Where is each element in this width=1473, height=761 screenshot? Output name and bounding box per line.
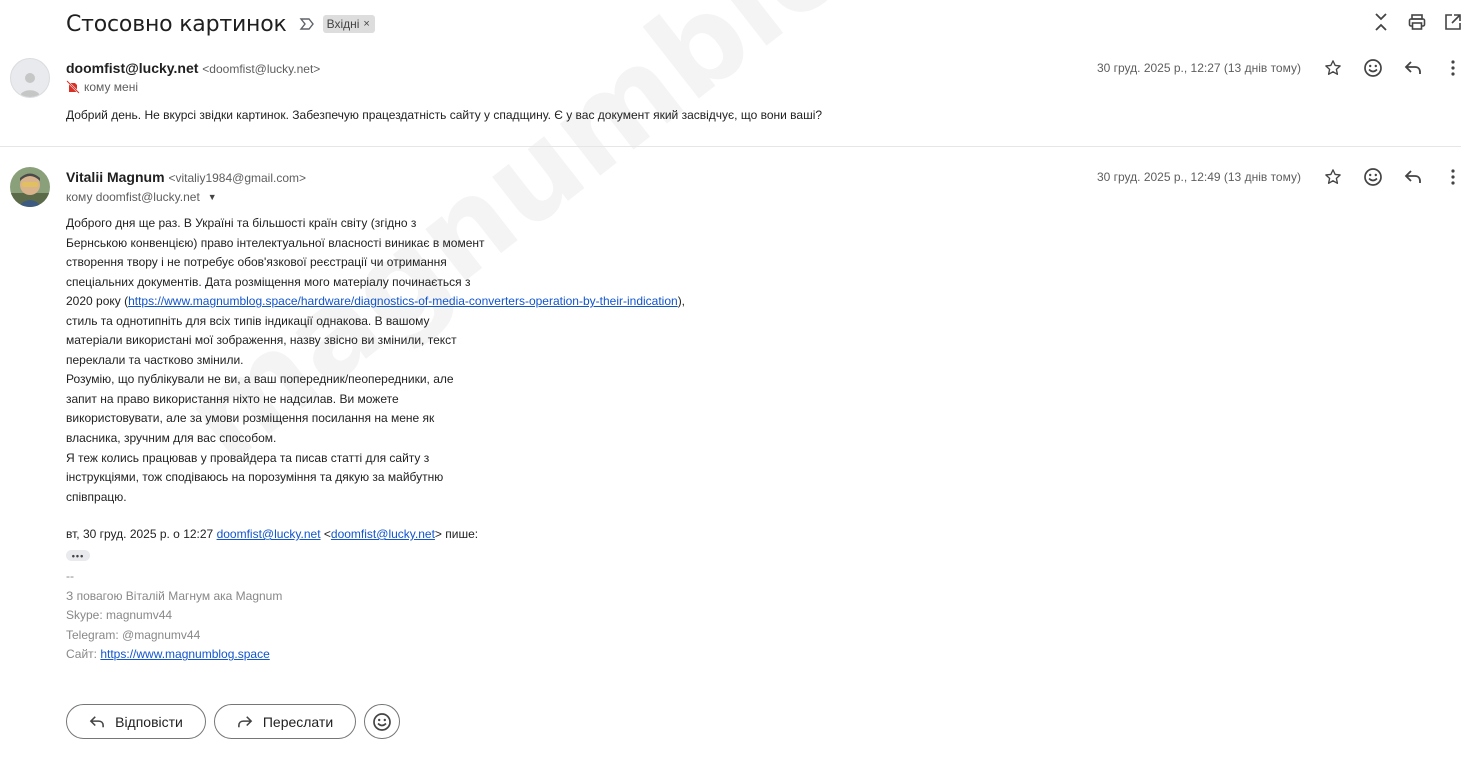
forward-icon [237, 715, 253, 729]
signature [66, 567, 282, 665]
show-trimmed-content-button[interactable]: ••• [66, 550, 90, 561]
emoji-icon [372, 712, 392, 732]
article-link[interactable]: https://www.magnumblog.space/hardware/diagnostics-of-media-converters-operation-by-their-indication [128, 294, 678, 309]
chevron-down-icon[interactable]: ▼ [207, 192, 217, 202]
body-line: створення твору і не потребує обов'язкової реєстрації чи отримання [66, 255, 447, 270]
quote-email-link[interactable]: doomfist@lucky.net [216, 527, 321, 541]
body-line: переклали та частково змінили. [66, 352, 244, 367]
label-chip-text: Вхідні [326, 17, 360, 31]
star-icon[interactable] [1323, 167, 1343, 187]
message-date: 30 груд. 2025 р., 12:27 (13 днів тому) [1096, 61, 1301, 75]
quote-prefix: вт, 30 груд. 2025 р. о 12:27 [66, 527, 217, 541]
sender-email: <vitaliy1984@gmail.com> [168, 171, 307, 185]
reply-button-label: Відповісти [115, 713, 183, 730]
body-line: Доброго дня ще раз. В Україні та більшості країн світу (згідно з [66, 216, 417, 230]
quote-header [66, 527, 478, 541]
sender [66, 60, 320, 76]
sender-email: <doomfist@lucky.net> [202, 62, 321, 76]
body-line: Я теж колись працював у провайдера та писав статті для сайту з [66, 450, 430, 465]
star-icon[interactable] [1323, 58, 1343, 78]
signature-site-link[interactable]: https://www.magnumblog.space [100, 647, 270, 662]
body-text: ), [677, 294, 686, 309]
avatar [10, 58, 50, 98]
signature-line: Telegram: @magnumv44 [66, 627, 201, 642]
forward-button-label: Переслати [262, 713, 334, 730]
message-collapsed[interactable] [0, 0, 1473, 146]
body-line: використовувати, але за умови розміщення посилання на мене як [66, 411, 435, 426]
recipient-line[interactable] [66, 190, 217, 204]
reply-button[interactable] [66, 704, 206, 739]
body-line [66, 292, 685, 312]
emoji-reaction-button[interactable] [364, 704, 400, 739]
message-snippet: Добрий день. Не вкурсі звідки картинок. Забезпечую працездатність сайту у спадщину. Є у вас документ який засвідчує, що вони ваші? [66, 108, 823, 122]
quote-suffix: > пише: [434, 527, 479, 541]
sender-name[interactable]: doomfist@lucky.net [66, 60, 199, 76]
signature-line: Skype: magnumv44 [66, 608, 173, 623]
signature-site-label: Сайт: [66, 647, 101, 662]
remove-label-icon[interactable]: × [363, 18, 370, 30]
signature-line [66, 645, 282, 665]
reply-icon[interactable] [1403, 167, 1423, 187]
avatar [10, 167, 50, 207]
person-icon [15, 67, 45, 97]
sender [66, 169, 306, 185]
recipient-line[interactable] [66, 80, 138, 94]
quote-email-link[interactable]: doomfist@lucky.net [330, 527, 435, 541]
message-date: 30 груд. 2025 р., 12:49 (13 днів тому) [1096, 170, 1301, 184]
thread-subject: Стосовно картинок [66, 11, 287, 37]
body-line: матеріали використані мої зображення, назву звісно ви змінили, текст [66, 333, 457, 348]
message-actions [1323, 58, 1463, 78]
forward-button[interactable] [214, 704, 356, 739]
body-line: інструкціями, тож сподіваюсь на порозуміння та дякую за майбутню [66, 470, 444, 485]
message-actions [1323, 167, 1463, 187]
body-line: Бернською конвенцією) право інтелектуальної власності виникає в момент [66, 235, 485, 250]
no-attachment-icon [66, 80, 80, 94]
emoji-icon[interactable] [1363, 167, 1383, 187]
body-line: запит на право використання ніхто не надсилав. Ви можете [66, 391, 399, 406]
signature-line: З повагою Віталій Магнум ака Magnum [66, 588, 283, 603]
recipient-text: кому мені [84, 80, 138, 94]
more-vert-icon[interactable] [1443, 167, 1463, 187]
body-line: Розумію, що публікували не ви, а ваш попередник/пеопередники, але [66, 372, 454, 387]
reply-icon[interactable] [1403, 58, 1423, 78]
reply-icon [89, 715, 105, 729]
recipient-text: кому doomfist@lucky.net [66, 190, 200, 204]
sender-name[interactable]: Vitalii Magnum [66, 169, 165, 185]
quote-mid: < [320, 527, 331, 541]
message-body [66, 214, 685, 507]
body-line: стиль та однотипніть для всіх типів індикації однакова. В вашому [66, 313, 430, 328]
body-line: спеціальних документів. Дата розміщення мого матеріалу починається з [66, 274, 471, 289]
emoji-icon[interactable] [1363, 58, 1383, 78]
body-line: співпрацю. [66, 489, 127, 504]
signature-dash: -- [66, 569, 74, 583]
body-text: 2020 року ( [66, 294, 129, 309]
more-vert-icon[interactable] [1443, 58, 1463, 78]
body-line: власника, зручним для вас способом. [66, 431, 277, 446]
